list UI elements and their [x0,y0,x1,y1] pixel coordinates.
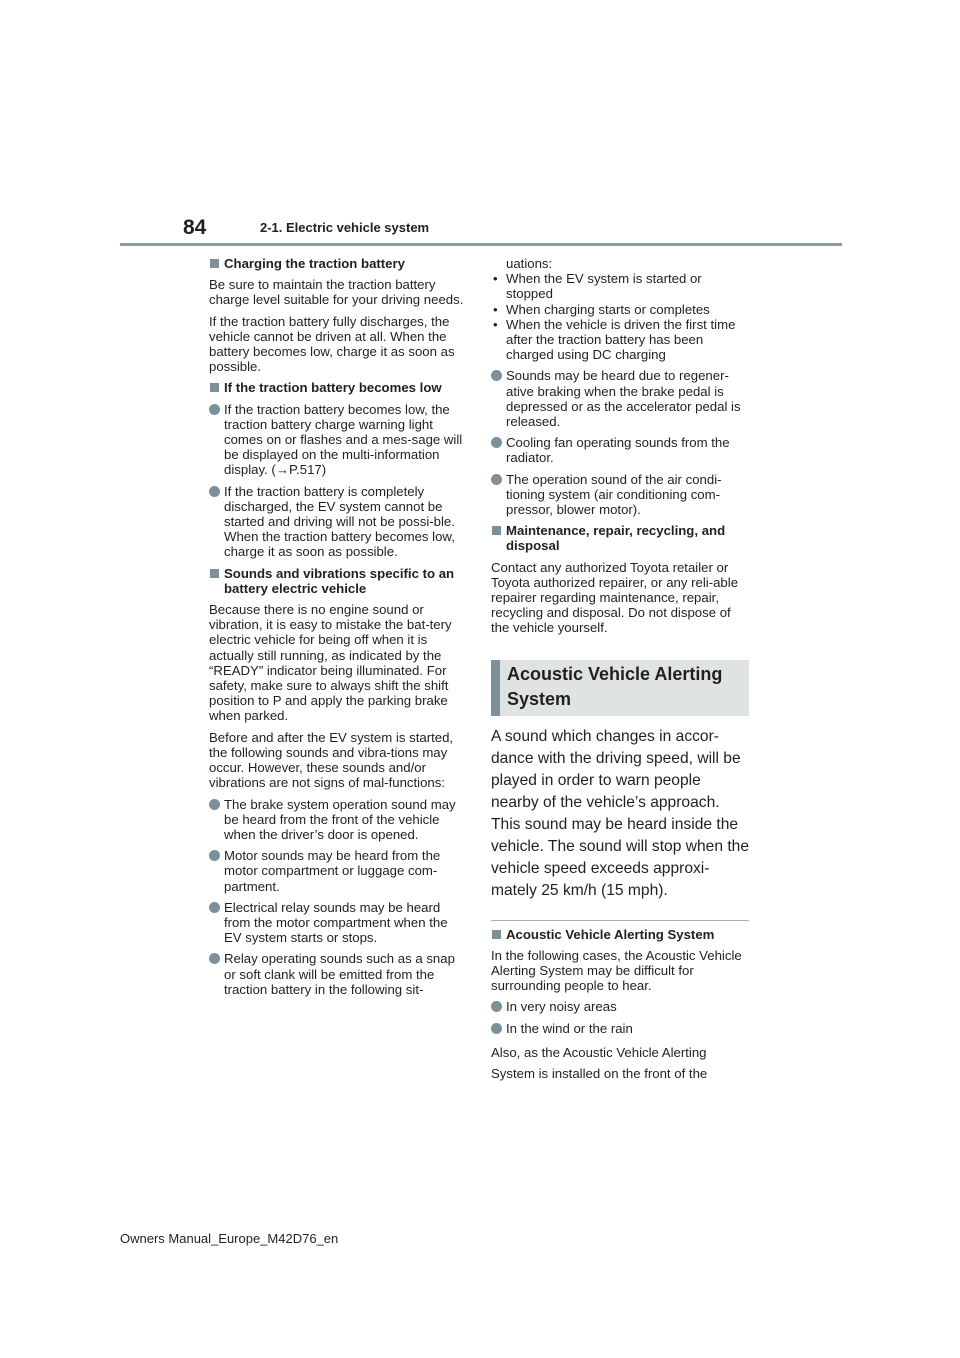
chapter-title: 2-1. Electric vehicle system [260,220,430,235]
paragraph: In the following cases, the Acoustic Vehicle Alerting System may be difficult for surrounding people to hear. [491,947,742,994]
sub-bullet-item: • When the vehicle is driven the first time after the traction battery has been charged using DC charging [491,317,751,363]
header-rule [120,243,842,246]
paragraph: Be sure to maintain the traction battery charge level suitable for your driving needs. [209,277,464,308]
paragraph: Before and after the EV system is started, the following sounds and vibra-tions may occur. However, these sounds and/or vibrations are not signs of mal-functions: [209,729,454,791]
bullet-item: In the wind or the rain [491,1021,751,1036]
section-intro: A sound which changes in accor-dance with the driving speed, will be played in order to warn people nearby of the vehicle’s approach. This sound may be heard inside the vehicle. The sound will stop when the vehicle speed exceeds approxi-mately 25 km/h (15 mph). [491,727,750,899]
section-divider [491,920,749,921]
bullet-item: Cooling fan operating sounds from the radiator. [491,435,751,465]
paragraph: If the traction battery fully discharges, the vehicle cannot be driven at all. When the battery becomes low, charge it as soon as possible. [209,313,455,375]
heading-charging: Charging the traction battery [209,256,467,271]
page-number: 84 [183,216,207,239]
heading-maintenance: Maintenance, repair, recycling, and disposal [491,523,751,553]
heading-avas: Acoustic Vehicle Alerting System [491,927,751,942]
paragraph: Contact any authorized Toyota retailer or Toyota authorized repairer, or any reli-able repairer regarding maintenance, repair, recycling and disposal. Do not dispose of the vehicle yourself. [491,559,739,636]
paragraph: Because there is no engine sound or vibration, it is easy to mistake the bat-tery electric vehicle for being off when it is actually still running, as indicated by the “READY” indicator being illuminated. For safety, make sure to always shift the shift position to P and apply the parking brake when parked. [209,602,452,724]
sub-bullet-item: • When the EV system is started or stopped [491,271,751,301]
bullet-item: Relay operating sounds such as a snap or soft clank will be emitted from the traction battery in the following sit- [209,951,467,997]
heading-sounds: Sounds and vibrations specific to an battery electric vehicle [209,566,467,596]
bullet-item: If the traction battery is completely discharged, the EV system cannot be started and driving will not be possi-ble. When the traction battery becomes low, charge it as soon as possible. [209,484,467,560]
bullet-item: Motor sounds may be heard from the motor compartment or luggage com-partment. [209,848,467,894]
continued-text: uations: [506,256,553,271]
right-column [491,256,751,1090]
section-title-box: Acoustic Vehicle Alerting System [491,660,749,716]
bullet-item: In very noisy areas [491,999,751,1014]
footer-text: Owners Manual_Europe_M42D76_en [120,1231,339,1246]
left-column [209,256,467,1003]
sub-bullet-item: • When charging starts or completes [491,302,751,317]
paragraph: Also, as the Acoustic Vehicle Alerting System is installed on the front of the [491,1044,708,1081]
bullet-item: If the traction battery becomes low, the traction battery charge warning light comes on or flashes and a mes-sage will be displayed on the multi-information display. (→P.517) [209,402,467,478]
bullet-item: Sounds may be heard due to regener-ative braking when the brake pedal is depressed or as the accelerator pedal is released. [491,368,751,429]
bullet-item: The brake system operation sound may be heard from the front of the vehicle when the driver’s door is opened. [209,797,467,843]
heading-battery-low: If the traction battery becomes low [209,380,467,395]
bullet-item: Electrical relay sounds may be heard from the motor compartment when the EV system starts or stops. [209,900,467,946]
bullet-item: The operation sound of the air condi-tioning system (air conditioning com-pressor, blower motor). [491,472,751,518]
